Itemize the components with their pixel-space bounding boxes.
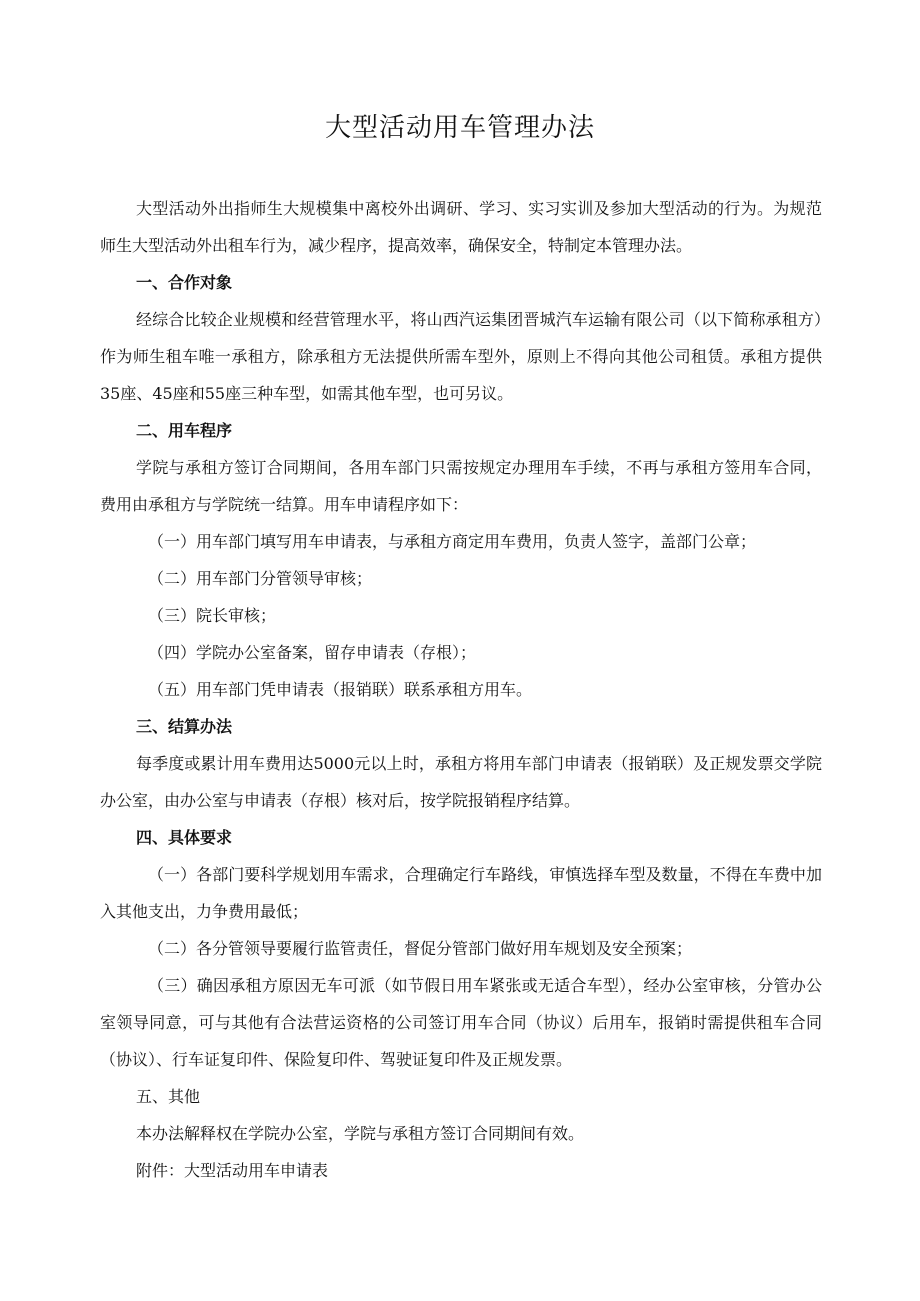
procedure-step: （二）用车部门分管领导审核； <box>148 569 373 588</box>
section-heading-requirements: 四、具体要求 <box>136 828 233 847</box>
section-heading-cooperation: 一、合作对象 <box>136 273 233 292</box>
section-heading-settlement: 三、结算办法 <box>136 717 233 736</box>
document-body <box>100 190 822 1189</box>
requirement-item: （一）各部门要科学规划用车需求，合理确定行车路线，审慎选择车型及数量，不得在车费中加入其他支出，力争费用最低； <box>100 865 822 921</box>
cooperation-paragraph: 经综合比较企业规模和经营管理水平，将山西汽运集团晋城汽车运输有限公司（以下简称承租方）作为师生租车唯一承租方，除承租方无法提供所需车型外，原则上不得向其他公司租赁。承租方提供35座、45座和55座三种车型，如需其他车型，也可另议。 <box>100 310 822 403</box>
procedure-step: （五）用车部门凭申请表（报销联）联系承租方用车。 <box>148 680 533 699</box>
intro-paragraph: 大型活动外出指师生大规模集中离校外出调研、学习、实习实训及参加大型活动的行为。为规范师生大型活动外出租车行为，减少程序，提高效率，确保安全，特制定本管理办法。 <box>100 199 822 255</box>
requirement-item: （二）各分管领导要履行监管责任，督促分管部门做好用车规划及安全预案； <box>148 939 693 958</box>
procedure-step: （一）用车部门填写用车申请表，与承租方商定用车费用，负责人签字，盖部门公章； <box>148 532 757 551</box>
procedure-step: （四）学院办公室备案，留存申请表（存根）； <box>148 643 477 662</box>
requirement-item: （三）确因承租方原因无车可派（如节假日用车紧张或无适合车型），经办公室审核，分管办公室领导同意，可与其他有合法营运资格的公司签订用车合同（协议）后用车，报销时需提供租车合同（协议）、行车证复印件、保险复印件、驾驶证复印件及正规发票。 <box>100 976 822 1069</box>
attachment-note: 附件：大型活动用车申请表 <box>136 1161 329 1180</box>
section-heading-procedure: 二、用车程序 <box>136 421 233 440</box>
section-heading-other: 五、其他 <box>136 1087 201 1106</box>
procedure-paragraph: 学院与承租方签订合同期间，各用车部门只需按规定办理用车手续，不再与承租方签用车合同，费用由承租方与学院统一结算。用车申请程序如下： <box>100 458 822 514</box>
procedure-step: （三）院长审核； <box>148 606 277 625</box>
other-paragraph: 本办法解释权在学院办公室，学院与承租方签订合同期间有效。 <box>136 1124 585 1143</box>
settlement-paragraph: 每季度或累计用车费用达5000元以上时，承租方将用车部门申请表（报销联）及正规发票交学院办公室，由办公室与申请表（存根）核对后，按学院报销程序结算。 <box>100 754 822 810</box>
document-title: 大型活动用车管理办法 <box>324 113 595 143</box>
